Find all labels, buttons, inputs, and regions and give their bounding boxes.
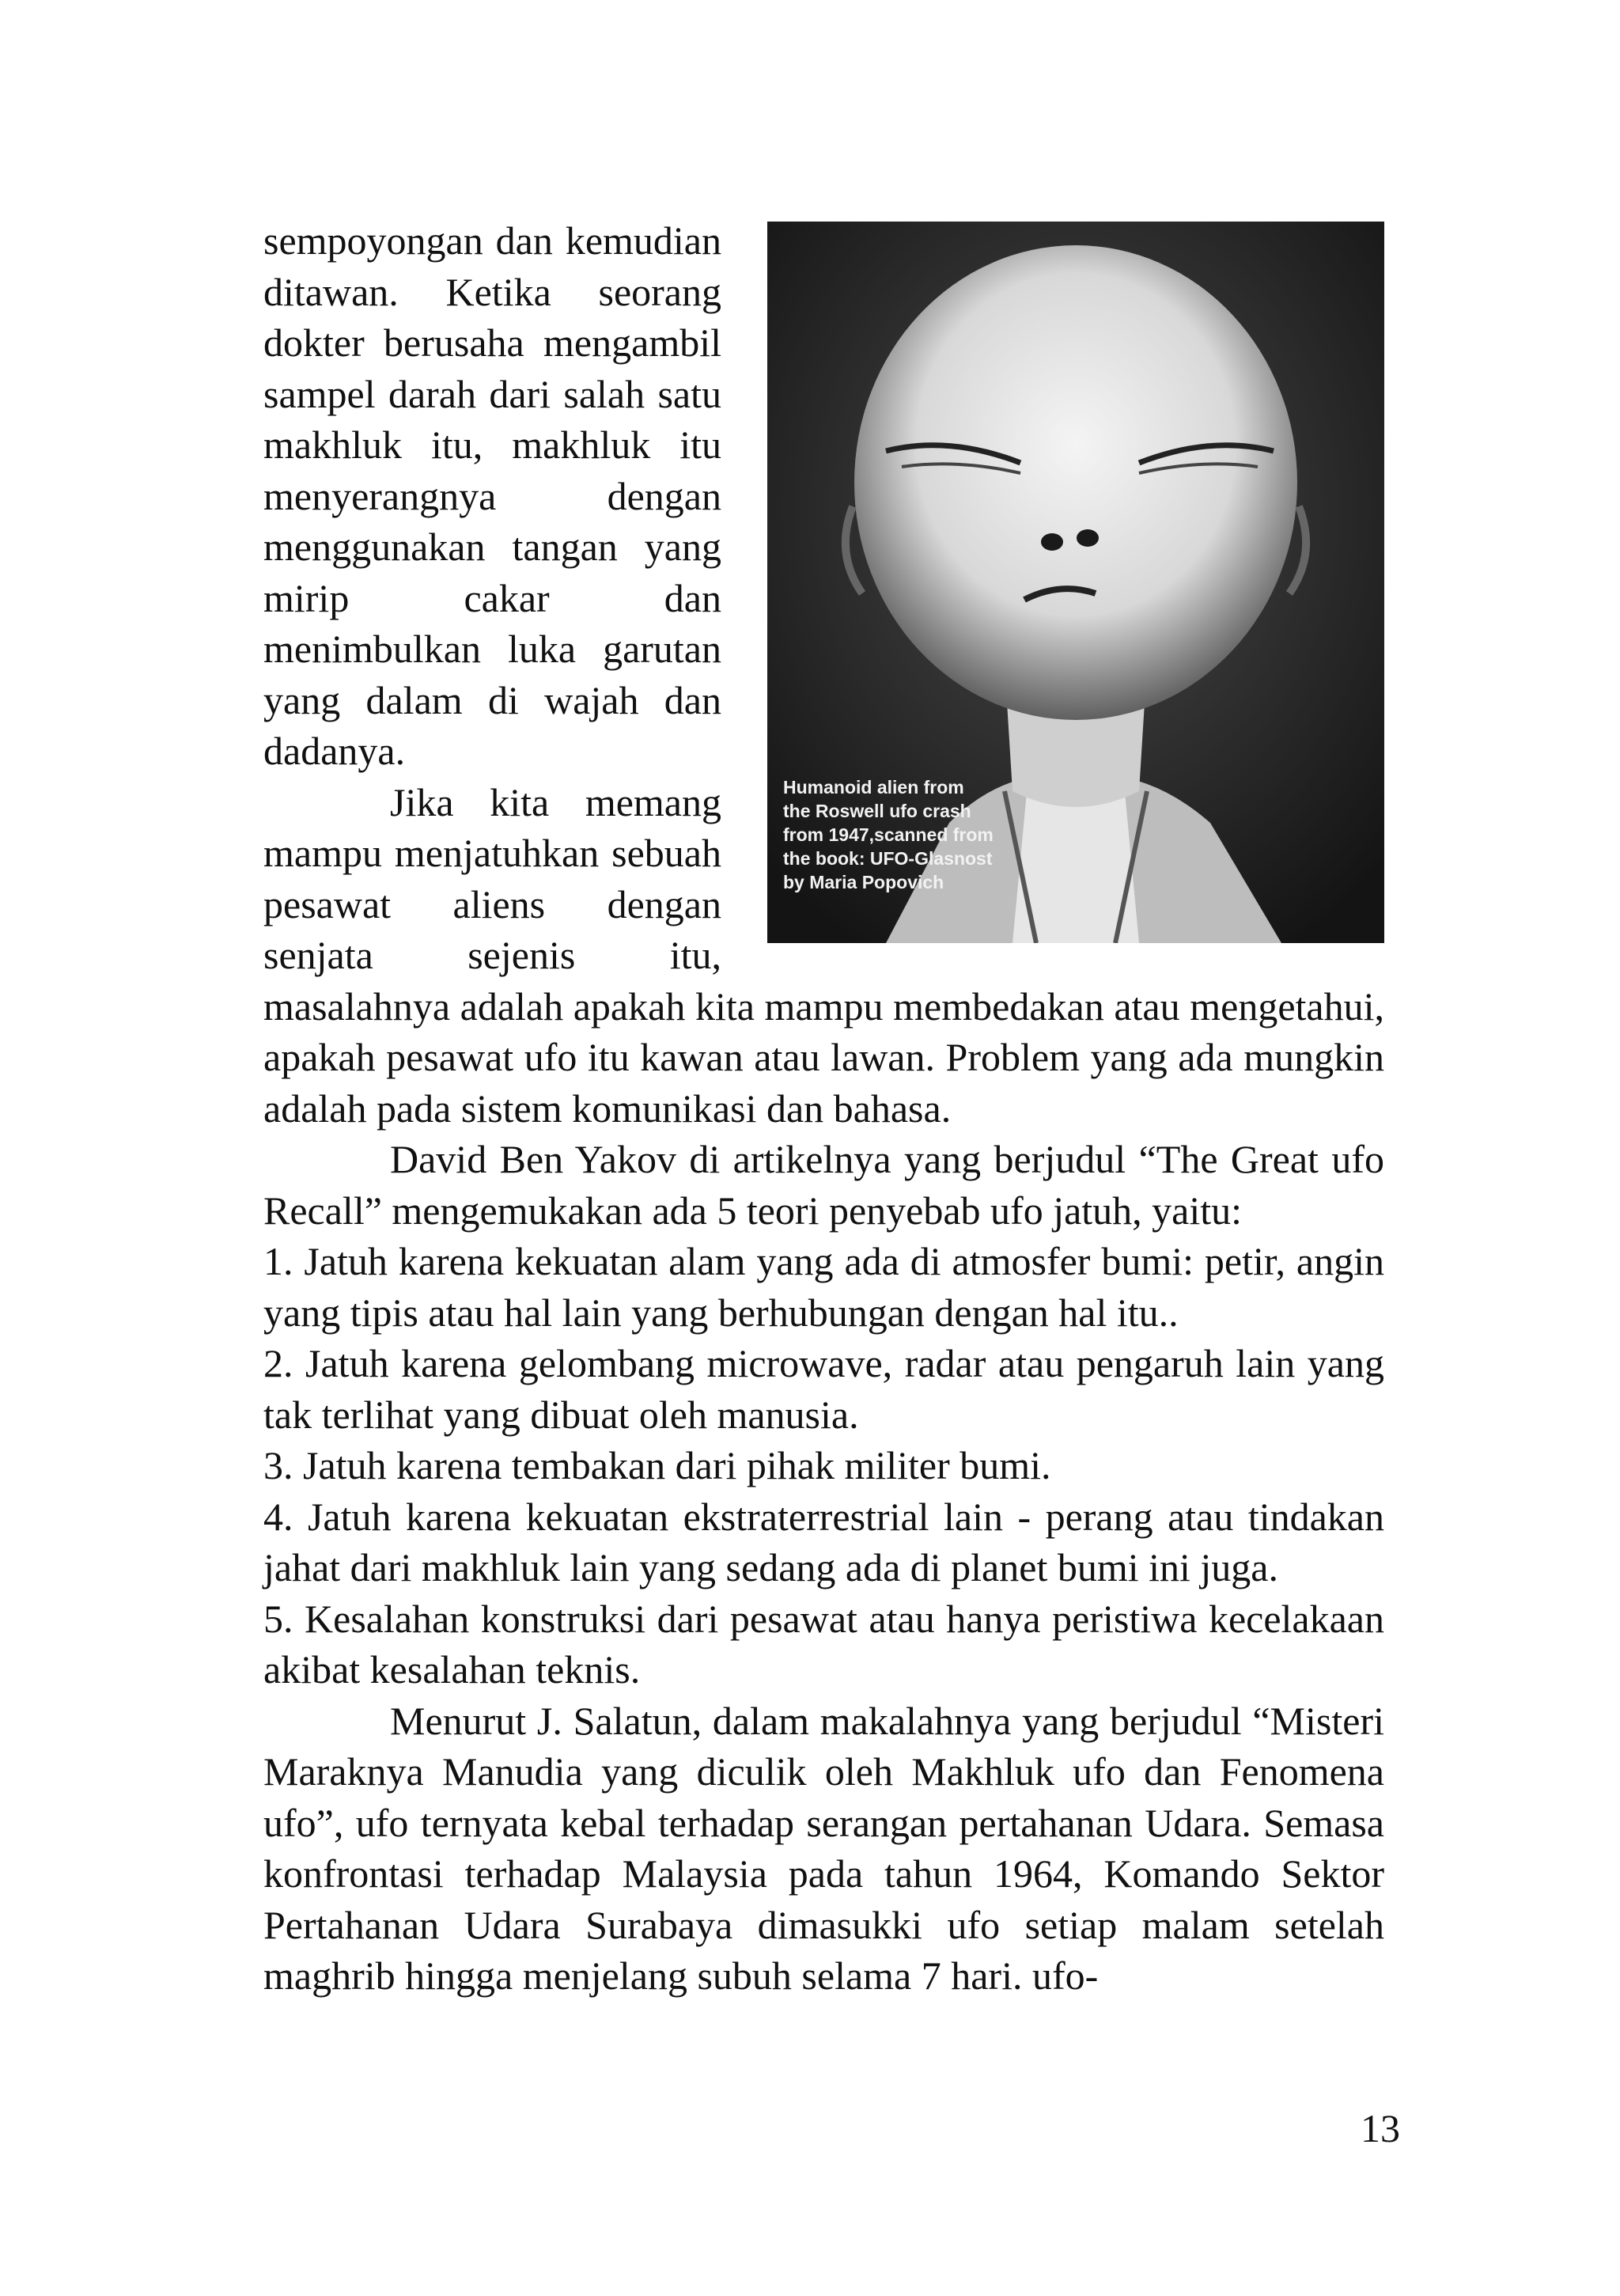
- paragraph: David Ben Yakov di artikelnya yang berjudul “The Great ufo Recall” mengemukakan ada 5 teori penyebab ufo jatuh, yaitu:: [263, 1137, 1384, 1233]
- list-item: 3. Jatuh karena tembakan dari pihak militer bumi.: [263, 1443, 1051, 1487]
- paragraph: Jika kita memang mampu menjatuhkan sebuah pesawat aliens dengan senjata sejenis itu, masalahnya adalah apakah kita mampu membedakan atau mengetahui, apakah pesawat ufo itu kawan atau lawan. Problem yang ada mungkin adalah pada sistem komunikasi dan bahasa.: [263, 779, 1384, 1131]
- alien-photo-figure: [767, 222, 1384, 943]
- caption-line: the book: UFO-Glasnost: [783, 848, 993, 869]
- list-item: 5. Kesalahan konstruksi dari pesawat atau hanya peristiwa kecelakaan akibat kesalahan teknis.: [263, 1596, 1384, 1692]
- list-item: 2. Jatuh karena gelombang microwave, radar atau pengaruh lain yang tak terlihat yang dibuat oleh manusia.: [263, 1341, 1384, 1437]
- caption-line: Humanoid alien from: [783, 777, 964, 798]
- list-item: 4. Jatuh karena kekuatan ekstraterrestrial lain - perang atau tindakan jahat dari makhluk lain yang sedang ada di planet bumi ini juga.: [263, 1494, 1384, 1589]
- list-item: 1. Jatuh karena kekuatan alam yang ada di atmosfer bumi: petir, angin yang tipis atau hal lain yang berhubungan dengan hal itu..: [263, 1239, 1384, 1335]
- paragraph: sempoyongan dan kemudian ditawan. Ketika seorang dokter berusaha mengambil sampel darah dari salah satu makhluk itu, makhluk itu menyerangnya dengan menggunakan tangan yang mirip cakar dan menimbulkan luka garutan yang dalam di wajah dan dadanya.: [263, 218, 721, 773]
- caption-line: by Maria Popovich: [783, 872, 944, 892]
- body-text: [263, 215, 1384, 2002]
- figure-caption: [783, 775, 1068, 894]
- paragraph: Menurut J. Salatun, dalam makalahnya yang berjudul “Misteri Maraknya Manudia yang diculik oleh Makhluk ufo dan Fenomena ufo”, ufo ternyata kebal terhadap serangan pertahanan Udara. Semasa konfrontasi terhadap Malaysia pada tahun 1964, Komando Sektor Pertahanan Udara Surabaya dimasukki ufo setiap malam setelah maghrib hingga menjelang subuh selama 7 hari. ufo-: [263, 1698, 1384, 1998]
- caption-line: from 1947,scanned from: [783, 824, 994, 845]
- caption-line: the Roswell ufo crash: [783, 801, 971, 821]
- page-number: 13: [1361, 2106, 1400, 2150]
